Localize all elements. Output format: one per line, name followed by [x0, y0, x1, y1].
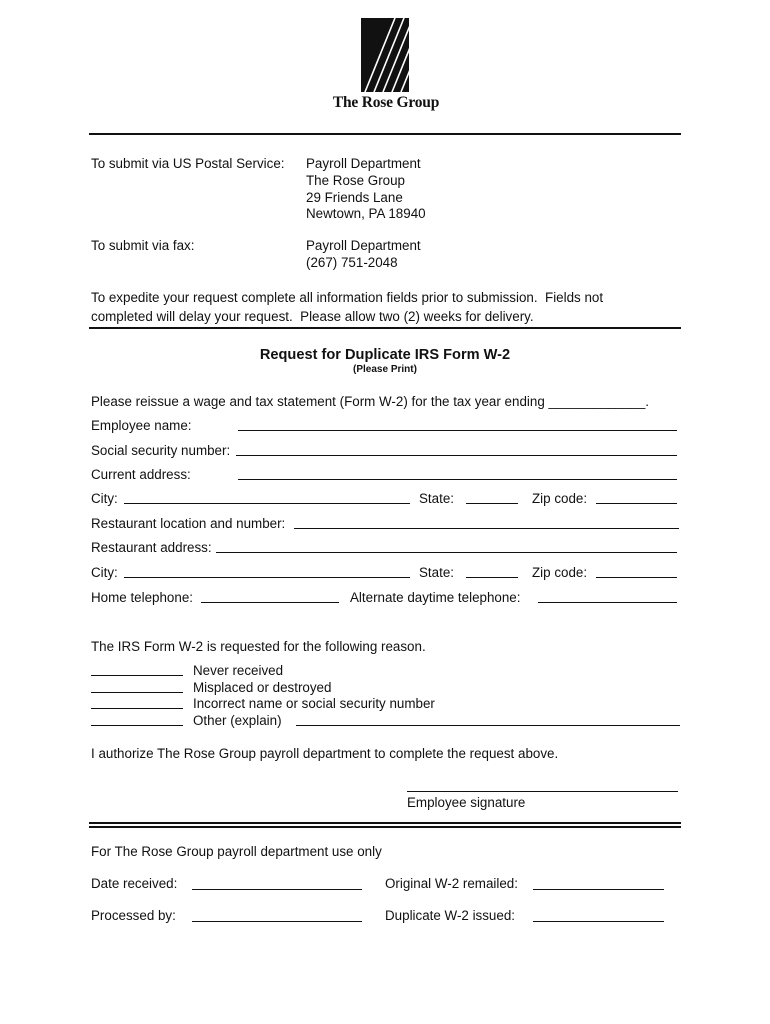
fax-label: To submit via fax: [91, 238, 195, 253]
signature-label: Employee signature [407, 795, 526, 810]
processed-by-label: Processed by: [91, 908, 176, 923]
city-label: City: [91, 565, 118, 580]
fax-line: (267) 751-2048 [306, 255, 398, 270]
reasons-heading: The IRS Form W-2 is requested for the following reason. [91, 639, 426, 654]
form-title: Request for Duplicate IRS Form W-2 [259, 347, 511, 363]
office-use-divider [89, 826, 681, 828]
reason-checkbox[interactable] [91, 675, 183, 676]
restaurant-location-field[interactable] [294, 528, 679, 529]
office-use-heading: For The Rose Group payroll department use only [91, 844, 382, 859]
notice-text: To expedite your request complete all information fields prior to submission. Fields not [91, 290, 604, 305]
restaurant-address-label: Restaurant address: [91, 540, 212, 555]
employee-name-field[interactable] [238, 430, 677, 431]
city-field[interactable] [124, 503, 410, 504]
state-field[interactable] [466, 503, 518, 504]
duplicate-issued-field[interactable] [533, 921, 664, 922]
mail-line: The Rose Group [306, 173, 405, 188]
other-explain-field[interactable] [296, 725, 680, 726]
current-address-label: Current address: [91, 467, 191, 482]
state-label: State: [419, 491, 454, 506]
current-address-field[interactable] [238, 479, 677, 480]
state-label: State: [419, 565, 454, 580]
zip-field[interactable] [596, 503, 677, 504]
reason-label: Misplaced or destroyed [193, 680, 332, 695]
employee-name-label: Employee name: [91, 418, 192, 433]
city-label: City: [91, 491, 118, 506]
restaurant-location-label: Restaurant location and number: [91, 516, 286, 531]
home-telephone-label: Home telephone: [91, 590, 193, 605]
restaurant-state-field[interactable] [466, 577, 518, 578]
reason-checkbox[interactable] [91, 692, 183, 693]
notice-text: completed will delay your request. Please allow two (2) weeks for delivery. [91, 309, 534, 324]
zip-label: Zip code: [532, 565, 588, 580]
authorization-text: I authorize The Rose Group payroll department to complete the request above. [91, 746, 559, 761]
ssn-field[interactable] [236, 455, 677, 456]
date-received-field[interactable] [192, 889, 362, 890]
form-subtitle: (Please Print) [353, 364, 417, 375]
home-telephone-field[interactable] [201, 602, 339, 603]
processed-by-field[interactable] [192, 921, 362, 922]
reason-checkbox[interactable] [91, 725, 183, 726]
mail-label: To submit via US Postal Service: [91, 156, 285, 171]
intro-text: Please reissue a wage and tax statement (Form W-2) for the tax year ending _____________. [91, 394, 650, 409]
original-remailed-label: Original W-2 remailed: [385, 876, 518, 891]
fax-line: Payroll Department [306, 238, 421, 253]
company-name: The Rose Group [332, 94, 440, 111]
employee-signature-field[interactable] [407, 791, 678, 792]
date-received-label: Date received: [91, 876, 178, 891]
duplicate-issued-label: Duplicate W-2 issued: [385, 908, 515, 923]
ssn-label: Social security number: [91, 443, 231, 458]
mail-line: 29 Friends Lane [306, 190, 403, 205]
reason-label: Other (explain) [193, 713, 282, 728]
alt-telephone-field[interactable] [538, 602, 677, 603]
mail-line: Newtown, PA 18940 [306, 206, 426, 221]
reason-label: Incorrect name or social security number [193, 696, 435, 711]
restaurant-city-field[interactable] [124, 577, 410, 578]
reason-checkbox[interactable] [91, 708, 183, 709]
header-divider [89, 133, 681, 135]
zip-label: Zip code: [532, 491, 588, 506]
original-remailed-field[interactable] [533, 889, 664, 890]
mail-line: Payroll Department [306, 156, 421, 171]
notice-divider [89, 327, 681, 329]
office-use-divider [89, 822, 681, 824]
rose-group-logo-icon [361, 18, 409, 92]
restaurant-address-field[interactable] [216, 552, 677, 553]
restaurant-zip-field[interactable] [596, 577, 677, 578]
alt-telephone-label: Alternate daytime telephone: [350, 590, 521, 605]
reason-label: Never received [193, 663, 284, 678]
